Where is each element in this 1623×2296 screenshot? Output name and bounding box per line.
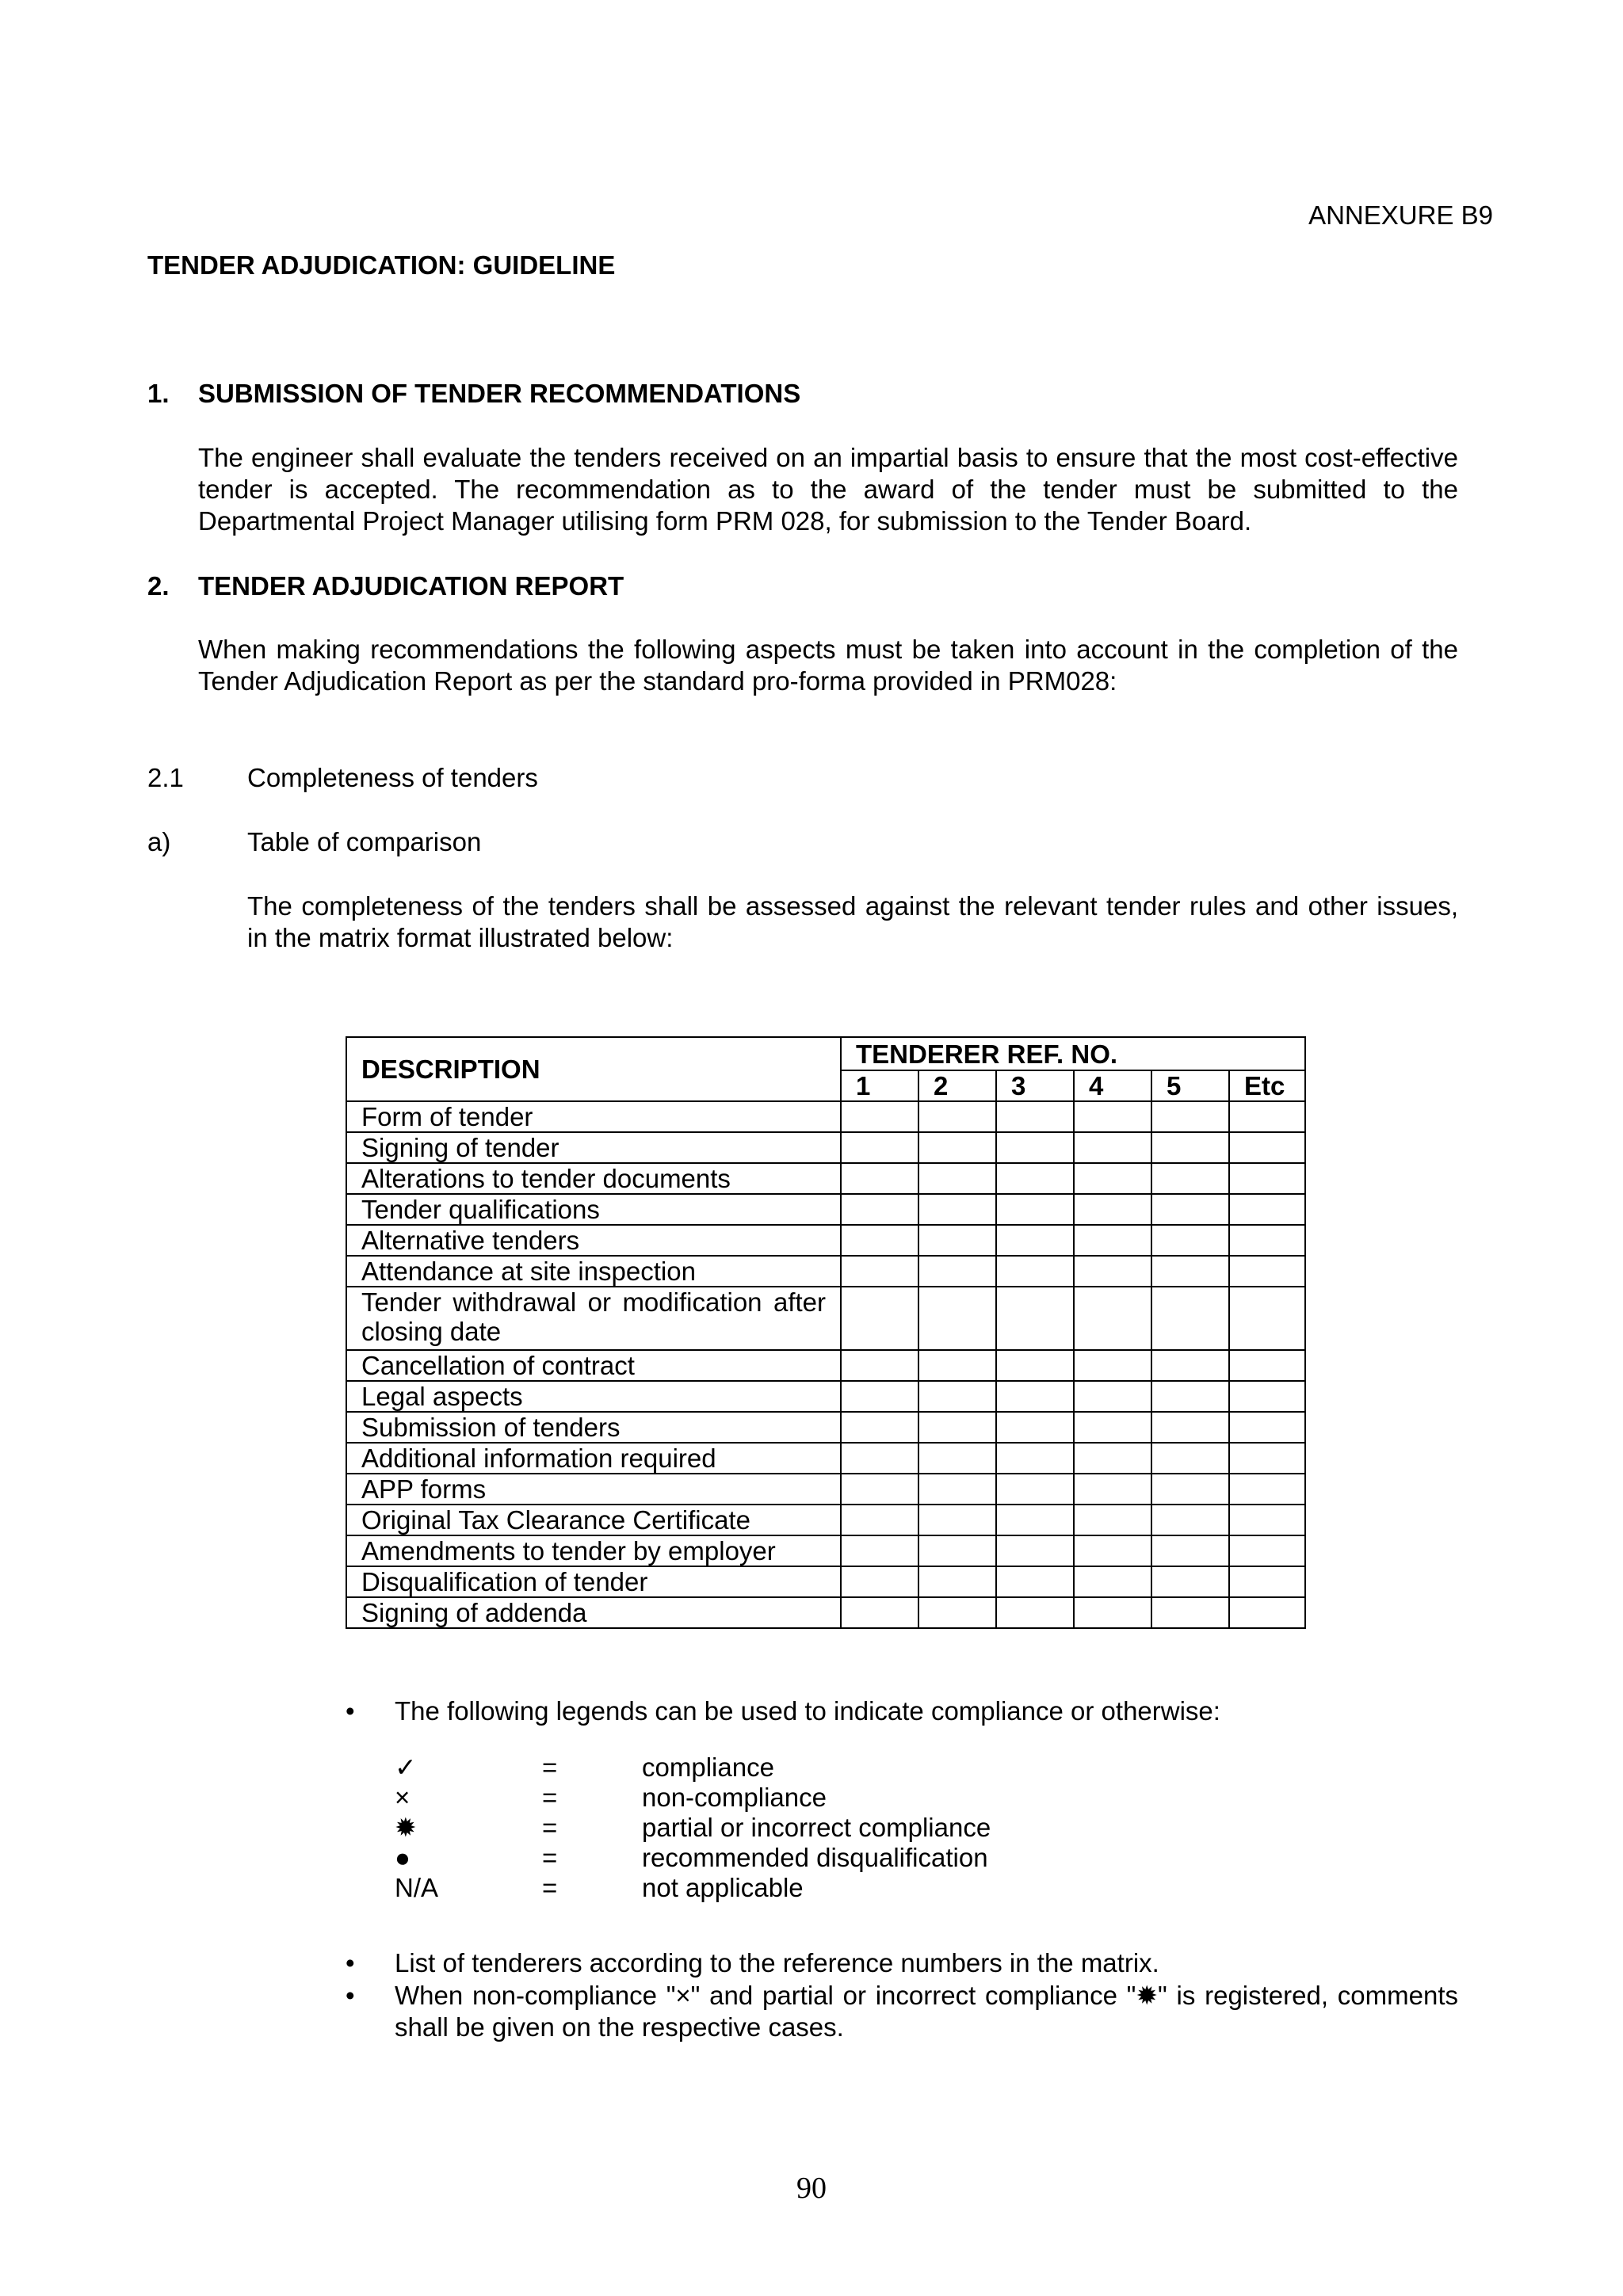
tenderer-cell[interactable] xyxy=(1151,1597,1229,1628)
subsection-2-1-text: Completeness of tenders xyxy=(247,763,538,792)
section-2-heading xyxy=(147,570,624,602)
tenderer-cell[interactable] xyxy=(996,1535,1074,1566)
tenderer-cell[interactable] xyxy=(1074,1350,1151,1381)
tenderer-cell[interactable] xyxy=(996,1194,1074,1225)
tenderer-cell[interactable] xyxy=(1229,1132,1305,1163)
cross-icon: × xyxy=(395,1783,411,1812)
table-row xyxy=(346,1474,1305,1505)
check-icon: ✓ xyxy=(395,1753,417,1782)
legend-equals: = xyxy=(542,1783,558,1812)
page-number: 90 xyxy=(796,2172,827,2205)
tenderer-cell[interactable] xyxy=(996,1505,1074,1535)
tenderer-ref-header: TENDERER REF. NO. xyxy=(841,1037,1305,1070)
tenderer-cell[interactable] xyxy=(1229,1287,1305,1350)
tenderer-cell[interactable] xyxy=(918,1101,996,1132)
tenderer-cell[interactable] xyxy=(1229,1101,1305,1132)
row-description: Alterations to tender documents xyxy=(346,1163,841,1194)
tenderer-column-etc: Etc xyxy=(1229,1070,1305,1101)
table-row xyxy=(346,1566,1305,1597)
tenderer-cell[interactable] xyxy=(1151,1101,1229,1132)
tenderer-cell[interactable] xyxy=(841,1256,918,1287)
tenderer-cell[interactable] xyxy=(1151,1350,1229,1381)
legend-equals: = xyxy=(542,1753,558,1782)
row-description: Tender qualifications xyxy=(346,1194,841,1225)
tenderer-cell[interactable] xyxy=(996,1412,1074,1443)
tenderer-cell[interactable] xyxy=(918,1350,996,1381)
tenderer-cell[interactable] xyxy=(1074,1101,1151,1132)
list-tenderers-note: List of tenderers according to the reference numbers in the matrix. xyxy=(395,1948,1159,1978)
table-row xyxy=(346,1381,1305,1412)
tenderer-cell[interactable] xyxy=(918,1287,996,1350)
row-description: Submission of tenders xyxy=(346,1412,841,1443)
tenderer-cell[interactable] xyxy=(996,1566,1074,1597)
section-2-paragraph: When making recommendations the following aspects must be taken into account in the completion of the Tender Adjudication Report as per the standard pro-forma provided in PRM028: xyxy=(198,635,1458,696)
tenderer-cell[interactable] xyxy=(841,1566,918,1597)
tenderer-cell[interactable] xyxy=(996,1381,1074,1412)
tenderer-cell[interactable] xyxy=(918,1163,996,1194)
table-row xyxy=(346,1350,1305,1381)
tenderer-cell[interactable] xyxy=(996,1101,1074,1132)
table-row xyxy=(346,1443,1305,1474)
tenderer-cell[interactable] xyxy=(841,1505,918,1535)
tenderer-cell[interactable] xyxy=(1229,1225,1305,1256)
tenderer-cell[interactable] xyxy=(1151,1566,1229,1597)
legend-desc-disqualification: recommended disqualification xyxy=(642,1843,988,1872)
tenderer-cell[interactable] xyxy=(841,1101,918,1132)
table-row xyxy=(346,1225,1305,1256)
row-description: Alternative tenders xyxy=(346,1225,841,1256)
tenderer-cell[interactable] xyxy=(1074,1535,1151,1566)
tenderer-cell[interactable] xyxy=(841,1194,918,1225)
tenderer-cell[interactable] xyxy=(1151,1412,1229,1443)
tenderer-cell[interactable] xyxy=(1151,1287,1229,1350)
tenderer-cell[interactable] xyxy=(841,1350,918,1381)
tenderer-cell[interactable] xyxy=(996,1163,1074,1194)
tenderer-cell[interactable] xyxy=(1151,1225,1229,1256)
table-row xyxy=(346,1132,1305,1163)
matrix-body xyxy=(346,1101,1305,1628)
tenderer-cell[interactable] xyxy=(1151,1381,1229,1412)
row-description: Tender withdrawal or modification after closing date xyxy=(346,1287,841,1350)
tenderer-cell[interactable] xyxy=(918,1505,996,1535)
legend-equals: = xyxy=(542,1813,558,1842)
subsection-2-1-number: 2.1 xyxy=(147,763,184,792)
table-row xyxy=(346,1287,1305,1350)
tenderer-cell[interactable] xyxy=(996,1597,1074,1628)
tenderer-cell[interactable] xyxy=(918,1474,996,1505)
tenderer-cell[interactable] xyxy=(1074,1287,1151,1350)
tenderer-cell[interactable] xyxy=(1074,1505,1151,1535)
tenderer-cell[interactable] xyxy=(1229,1194,1305,1225)
tenderer-cell[interactable] xyxy=(1151,1505,1229,1535)
tenderer-cell[interactable] xyxy=(841,1597,918,1628)
subsection-a-number: a) xyxy=(147,827,171,856)
tenderer-cell[interactable] xyxy=(918,1412,996,1443)
tenderer-cell[interactable] xyxy=(841,1412,918,1443)
tenderer-cell[interactable] xyxy=(996,1256,1074,1287)
legend-desc-compliance: compliance xyxy=(642,1753,774,1782)
row-description: Signing of tender xyxy=(346,1132,841,1163)
section-1-title: SUBMISSION OF TENDER RECOMMENDATIONS xyxy=(198,379,801,408)
tenderer-cell[interactable] xyxy=(1151,1132,1229,1163)
tenderer-cell[interactable] xyxy=(996,1287,1074,1350)
tenderer-cell[interactable] xyxy=(1229,1443,1305,1474)
row-description: Disqualification of tender xyxy=(346,1566,841,1597)
tenderer-cell[interactable] xyxy=(1074,1132,1151,1163)
tenderer-cell[interactable] xyxy=(918,1381,996,1412)
tenderer-cell[interactable] xyxy=(1229,1163,1305,1194)
tenderer-cell[interactable] xyxy=(1229,1597,1305,1628)
tenderer-cell[interactable] xyxy=(841,1474,918,1505)
row-description: Amendments to tender by employer xyxy=(346,1535,841,1566)
legend-equals: = xyxy=(542,1873,558,1902)
tenderer-cell[interactable] xyxy=(841,1132,918,1163)
tenderer-cell[interactable] xyxy=(1229,1566,1305,1597)
legend-desc-partial: partial or incorrect compliance xyxy=(642,1813,991,1842)
subsection-a xyxy=(147,826,481,858)
description-header: DESCRIPTION xyxy=(346,1037,841,1101)
tenderer-cell[interactable] xyxy=(996,1350,1074,1381)
tenderer-cell[interactable] xyxy=(1151,1256,1229,1287)
subsection-a-paragraph: The completeness of the tenders shall be assessed against the relevant tender rules and other issues, in the matrix format illustrated below: xyxy=(247,891,1458,952)
row-description: Form of tender xyxy=(346,1101,841,1132)
tenderer-cell[interactable] xyxy=(918,1443,996,1474)
tenderer-cell[interactable] xyxy=(1074,1225,1151,1256)
row-description: Attendance at site inspection xyxy=(346,1256,841,1287)
tenderer-column-1: 1 xyxy=(841,1070,918,1101)
tenderer-cell[interactable] xyxy=(918,1535,996,1566)
tenderer-cell[interactable] xyxy=(1151,1535,1229,1566)
tenderer-cell[interactable] xyxy=(996,1443,1074,1474)
tenderer-column-3: 3 xyxy=(996,1070,1074,1101)
table-row xyxy=(346,1101,1305,1132)
section-1-number: 1. xyxy=(147,379,170,408)
legend-desc-not-applicable: not applicable xyxy=(642,1873,804,1902)
tenderer-cell[interactable] xyxy=(1074,1412,1151,1443)
tenderer-cell[interactable] xyxy=(918,1194,996,1225)
tenderer-cell[interactable] xyxy=(841,1443,918,1474)
tenderer-cell[interactable] xyxy=(996,1225,1074,1256)
bullet-marker: • xyxy=(346,1981,355,2010)
tenderer-cell[interactable] xyxy=(1074,1194,1151,1225)
tenderer-cell[interactable] xyxy=(841,1535,918,1566)
na-label: N/A xyxy=(395,1873,439,1902)
section-1-heading xyxy=(147,378,800,410)
section-1-paragraph: The engineer shall evaluate the tenders received on an impartial basis to ensure that the most cost-effective tender is accepted. The recommendation as to the award of the tender must be submitted to the Departmental Project Manager utilising form PRM 028, for submission to the Tender Board. xyxy=(198,443,1458,536)
table-row xyxy=(346,1535,1305,1566)
tenderer-cell[interactable] xyxy=(918,1225,996,1256)
tenderer-cell[interactable] xyxy=(1229,1412,1305,1443)
row-description: Legal aspects xyxy=(346,1381,841,1412)
document-title: TENDER ADJUDICATION: GUIDELINE xyxy=(147,250,616,280)
tenderer-cell[interactable] xyxy=(1074,1256,1151,1287)
table-row xyxy=(346,1597,1305,1628)
tenderer-cell[interactable] xyxy=(841,1163,918,1194)
section-2-number: 2. xyxy=(147,571,170,601)
tenderer-cell[interactable] xyxy=(841,1381,918,1412)
table-row xyxy=(346,1412,1305,1443)
comparison-matrix xyxy=(346,1036,1306,1629)
tenderer-cell[interactable] xyxy=(1074,1443,1151,1474)
row-description: APP forms xyxy=(346,1474,841,1505)
tenderer-cell[interactable] xyxy=(1229,1474,1305,1505)
row-description: Original Tax Clearance Certificate xyxy=(346,1505,841,1535)
table-row xyxy=(346,1505,1305,1535)
tenderer-cell[interactable] xyxy=(1151,1443,1229,1474)
tenderer-cell[interactable] xyxy=(1151,1194,1229,1225)
tenderer-cell[interactable] xyxy=(1074,1163,1151,1194)
tenderer-cell[interactable] xyxy=(1151,1474,1229,1505)
tenderer-cell[interactable] xyxy=(841,1287,918,1350)
section-2-title: TENDER ADJUDICATION REPORT xyxy=(198,571,624,601)
legend-intro: The following legends can be used to indicate compliance or otherwise: xyxy=(395,1696,1220,1726)
tenderer-cell[interactable] xyxy=(1229,1535,1305,1566)
tenderer-cell[interactable] xyxy=(1229,1381,1305,1412)
subsection-a-text: Table of comparison xyxy=(247,827,482,856)
tenderer-cell[interactable] xyxy=(918,1256,996,1287)
tenderer-cell[interactable] xyxy=(1151,1163,1229,1194)
tenderer-cell[interactable] xyxy=(1229,1505,1305,1535)
row-description: Additional information required xyxy=(346,1443,841,1474)
tenderer-cell[interactable] xyxy=(996,1474,1074,1505)
table-row xyxy=(346,1163,1305,1194)
tenderer-cell[interactable] xyxy=(918,1597,996,1628)
tenderer-cell[interactable] xyxy=(918,1132,996,1163)
tenderer-cell[interactable] xyxy=(918,1566,996,1597)
row-description: Cancellation of contract xyxy=(346,1350,841,1381)
comments-note: When non-compliance "×" and partial or incorrect compliance "✹" is registered, comments shall be given on the respective cases. xyxy=(395,1981,1458,2042)
table-row xyxy=(346,1256,1305,1287)
bullet-marker: • xyxy=(346,1696,355,1726)
tenderer-cell[interactable] xyxy=(996,1132,1074,1163)
star-icon: ✹ xyxy=(395,1813,417,1842)
tenderer-cell[interactable] xyxy=(1229,1256,1305,1287)
row-description: Signing of addenda xyxy=(346,1597,841,1628)
dot-icon: ● xyxy=(395,1843,411,1872)
tenderer-cell[interactable] xyxy=(1074,1566,1151,1597)
tenderer-cell[interactable] xyxy=(1074,1474,1151,1505)
legend-equals: = xyxy=(542,1843,558,1872)
bullet-marker: • xyxy=(346,1948,355,1978)
table-row xyxy=(346,1194,1305,1225)
tenderer-cell[interactable] xyxy=(1074,1597,1151,1628)
annexure-label: ANNEXURE B9 xyxy=(1308,200,1493,230)
subsection-2-1 xyxy=(147,762,538,794)
tenderer-column-2: 2 xyxy=(918,1070,996,1101)
tenderer-cell[interactable] xyxy=(841,1225,918,1256)
tenderer-cell[interactable] xyxy=(1074,1381,1151,1412)
legend-desc-non-compliance: non-compliance xyxy=(642,1783,827,1812)
tenderer-column-5: 5 xyxy=(1151,1070,1229,1101)
tenderer-cell[interactable] xyxy=(1229,1350,1305,1381)
tenderer-column-4: 4 xyxy=(1074,1070,1151,1101)
